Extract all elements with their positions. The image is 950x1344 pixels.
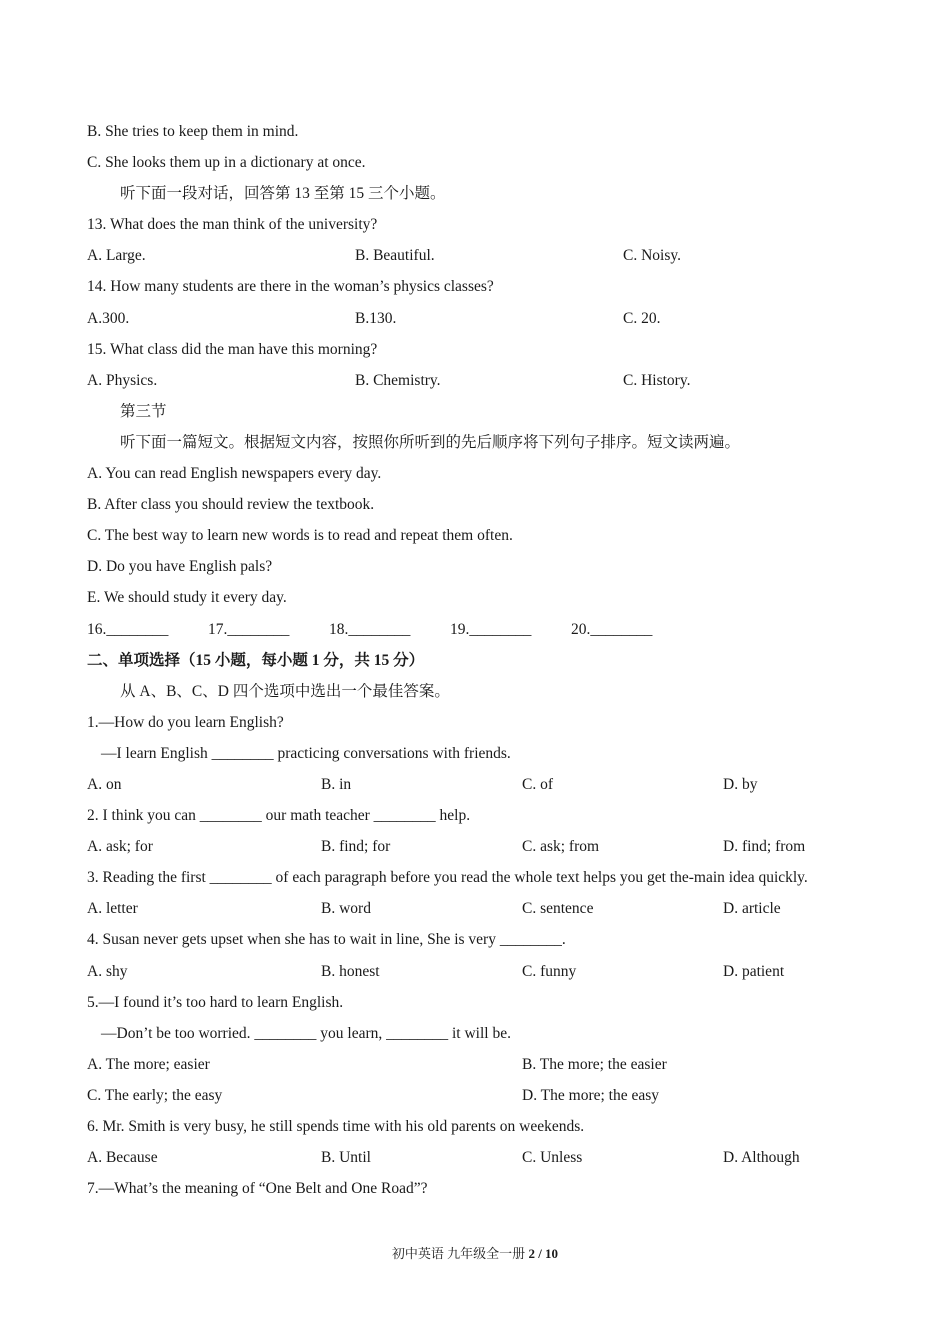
mc-question-7: 7.—What’s the meaning of “One Belt and One Road”? (87, 1180, 428, 1198)
option-d: D. The more; the easy (522, 1086, 660, 1104)
mc-question-5-options-row1 (87, 1049, 877, 1080)
option-c: C. funny (522, 962, 577, 980)
mc-question-1: 1.—How do you learn English? (87, 713, 284, 731)
option-b: B. Beautiful. (355, 247, 435, 265)
mc-question-5-options-row2 (87, 1080, 877, 1111)
blank-18: 18.________ (329, 620, 411, 638)
option-c: C. of (522, 775, 553, 793)
option-a: A. Physics. (87, 371, 158, 389)
option-b: B. in (321, 775, 352, 793)
section-3-heading: 第三节 (120, 402, 167, 420)
mc-question-4: 4. Susan never gets upset when she has to wait in line, She is very ________. (87, 931, 566, 949)
question-13: 13. What does the man think of the university? (87, 216, 378, 234)
option-b: B. The more; the easier (522, 1055, 667, 1073)
option-a: A. on (87, 775, 122, 793)
sentence-a: A. You can read English newspapers every day. (87, 465, 382, 483)
mc-question-6-options (87, 1142, 877, 1173)
section-3-instruction: 听下面一篇短文。根据短文内容，按照你所听到的先后顺序将下列句子排序。短文读两遍。 (120, 433, 741, 451)
option-b: B. find; for (321, 838, 391, 856)
option-a: A. shy (87, 962, 128, 980)
mc-question-1-options (87, 769, 877, 800)
mc-question-5-reply: —Don’t be too worried. ________ you learn, ________ it will be. (101, 1024, 511, 1042)
option-c: C. The early; the easy (87, 1086, 223, 1104)
option-c: C. 20. (623, 309, 661, 327)
option-c: C. Unless (522, 1149, 583, 1167)
q12-option-b: B. She tries to keep them in mind. (87, 123, 299, 140)
mc-question-3-options (87, 893, 877, 924)
option-a: A. Large. (87, 247, 146, 265)
question-15: 15. What class did the man have this morning? (87, 340, 378, 358)
page-number: 2 / 10 (528, 1246, 559, 1261)
option-a: A.300. (87, 309, 130, 327)
mc-question-2-options (87, 831, 877, 862)
option-d: D. Although (723, 1149, 800, 1167)
footer-label: 初中英语 九年级全一册 (391, 1246, 526, 1261)
part-2-title: 二、单项选择（15 小题，每小题 1 分，共 15 分） (87, 651, 425, 669)
blank-20: 20.________ (571, 620, 653, 638)
option-b: B. Chemistry. (355, 371, 441, 389)
option-b: B.130. (355, 309, 397, 327)
mc-question-5: 5.—I found it’s too hard to learn English. (87, 993, 344, 1011)
mc-question-6: 6. Mr. Smith is very busy, he still spends time with his old parents on weekends. (87, 1118, 585, 1135)
question-14-options (87, 303, 877, 334)
mc-question-1-reply: —I learn English ________ practicing conversations with friends. (101, 744, 511, 762)
option-d: D. patient (723, 962, 785, 980)
question-15-options (87, 365, 877, 396)
option-a: A. ask; for (87, 838, 153, 856)
option-a: A. The more; easier (87, 1055, 210, 1073)
question-14: 14. How many students are there in the woman’s physics classes? (87, 278, 494, 296)
blank-19: 19.________ (450, 620, 532, 638)
mc-question-4-options (87, 956, 877, 987)
option-d: D. article (723, 900, 781, 918)
sentence-c: C. The best way to learn new words is to read and repeat them often. (87, 527, 513, 545)
mc-question-2: 2. I think you can ________ our math teacher ________ help. (87, 807, 471, 825)
sentence-b: B. After class you should review the textbook. (87, 496, 375, 514)
page-content (87, 116, 877, 1204)
option-d: D. by (723, 775, 758, 793)
dialogue-instruction: 听下面一段对话，回答第 13 至第 15 三个小题。 (120, 185, 446, 203)
option-d: D. find; from (723, 838, 806, 856)
answer-blanks (87, 614, 877, 645)
option-b: B. word (321, 900, 371, 918)
blank-16: 16.________ (87, 620, 169, 638)
option-c: C. Noisy. (623, 247, 681, 265)
blank-17: 17.________ (208, 620, 290, 638)
sentence-d: D. Do you have English pals? (87, 558, 273, 576)
option-c: C. sentence (522, 900, 594, 918)
option-b: B. Until (321, 1149, 371, 1167)
part-2-instruction: 从 A、B、C、D 四个选项中选出一个最佳答案。 (120, 682, 450, 700)
q12-option-c: C. She looks them up in a dictionary at once. (87, 154, 366, 172)
page-footer (0, 1244, 950, 1264)
mc-question-3: 3. Reading the first ________ of each paragraph before you read the whole text helps you get the-main idea quickly. (87, 869, 808, 887)
question-13-options (87, 240, 877, 271)
option-c: C. ask; from (522, 838, 600, 856)
sentence-e: E. We should study it every day. (87, 589, 287, 607)
option-b: B. honest (321, 962, 380, 980)
option-a: A. letter (87, 900, 138, 918)
option-a: A. Because (87, 1149, 158, 1167)
option-c: C. History. (623, 371, 691, 389)
